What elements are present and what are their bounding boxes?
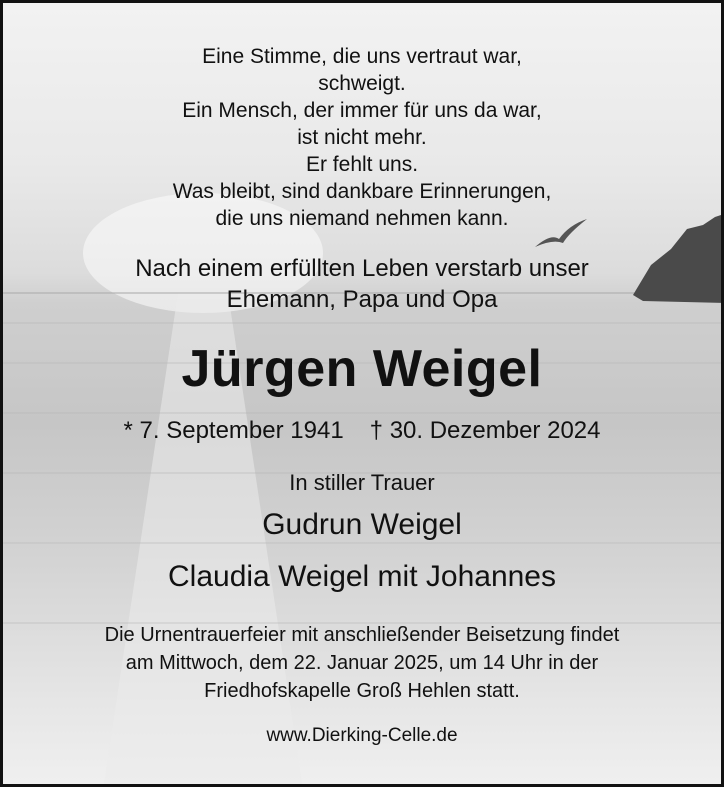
life-dates	[3, 417, 721, 445]
intro-line: Ehemann, Papa und Opa	[226, 286, 498, 313]
poem-line: ist nicht mehr.	[297, 126, 427, 149]
birth-date: * 7. September 1941	[123, 417, 344, 444]
ceremony-line: am Mittwoch, dem 22. Januar 2025, um 14 Uhr in der	[125, 652, 599, 674]
death-date: † 30. Dezember 2024	[369, 417, 601, 444]
mourner-name: Gudrun Weigel	[262, 508, 462, 541]
intro-line: Nach einem erfüllten Leben verstarb unser	[135, 255, 589, 282]
poem-line: Ein Mensch, der immer für uns da war,	[182, 99, 542, 122]
mourner-name: Claudia Weigel mit Johannes	[168, 560, 556, 593]
poem-line: Was bleibt, sind dankbare Erinnerungen,	[172, 180, 552, 203]
mourning-label: In stiller Trauer	[289, 470, 435, 495]
deceased-name: Jürgen Weigel	[181, 340, 543, 398]
poem-line: schweigt.	[318, 72, 406, 95]
poem-line: Eine Stimme, die uns vertraut war,	[202, 45, 522, 68]
website-link[interactable]: www.Dierking-Celle.de	[266, 725, 458, 746]
ceremony-line: Friedhofskapelle Groß Hehlen statt.	[204, 680, 520, 702]
ceremony-line: Die Urnentrauerfeier mit anschließender Beisetzung findet	[104, 624, 620, 646]
poem-line: die uns niemand nehmen kann.	[215, 207, 509, 230]
poem-line: Er fehlt uns.	[305, 153, 419, 176]
